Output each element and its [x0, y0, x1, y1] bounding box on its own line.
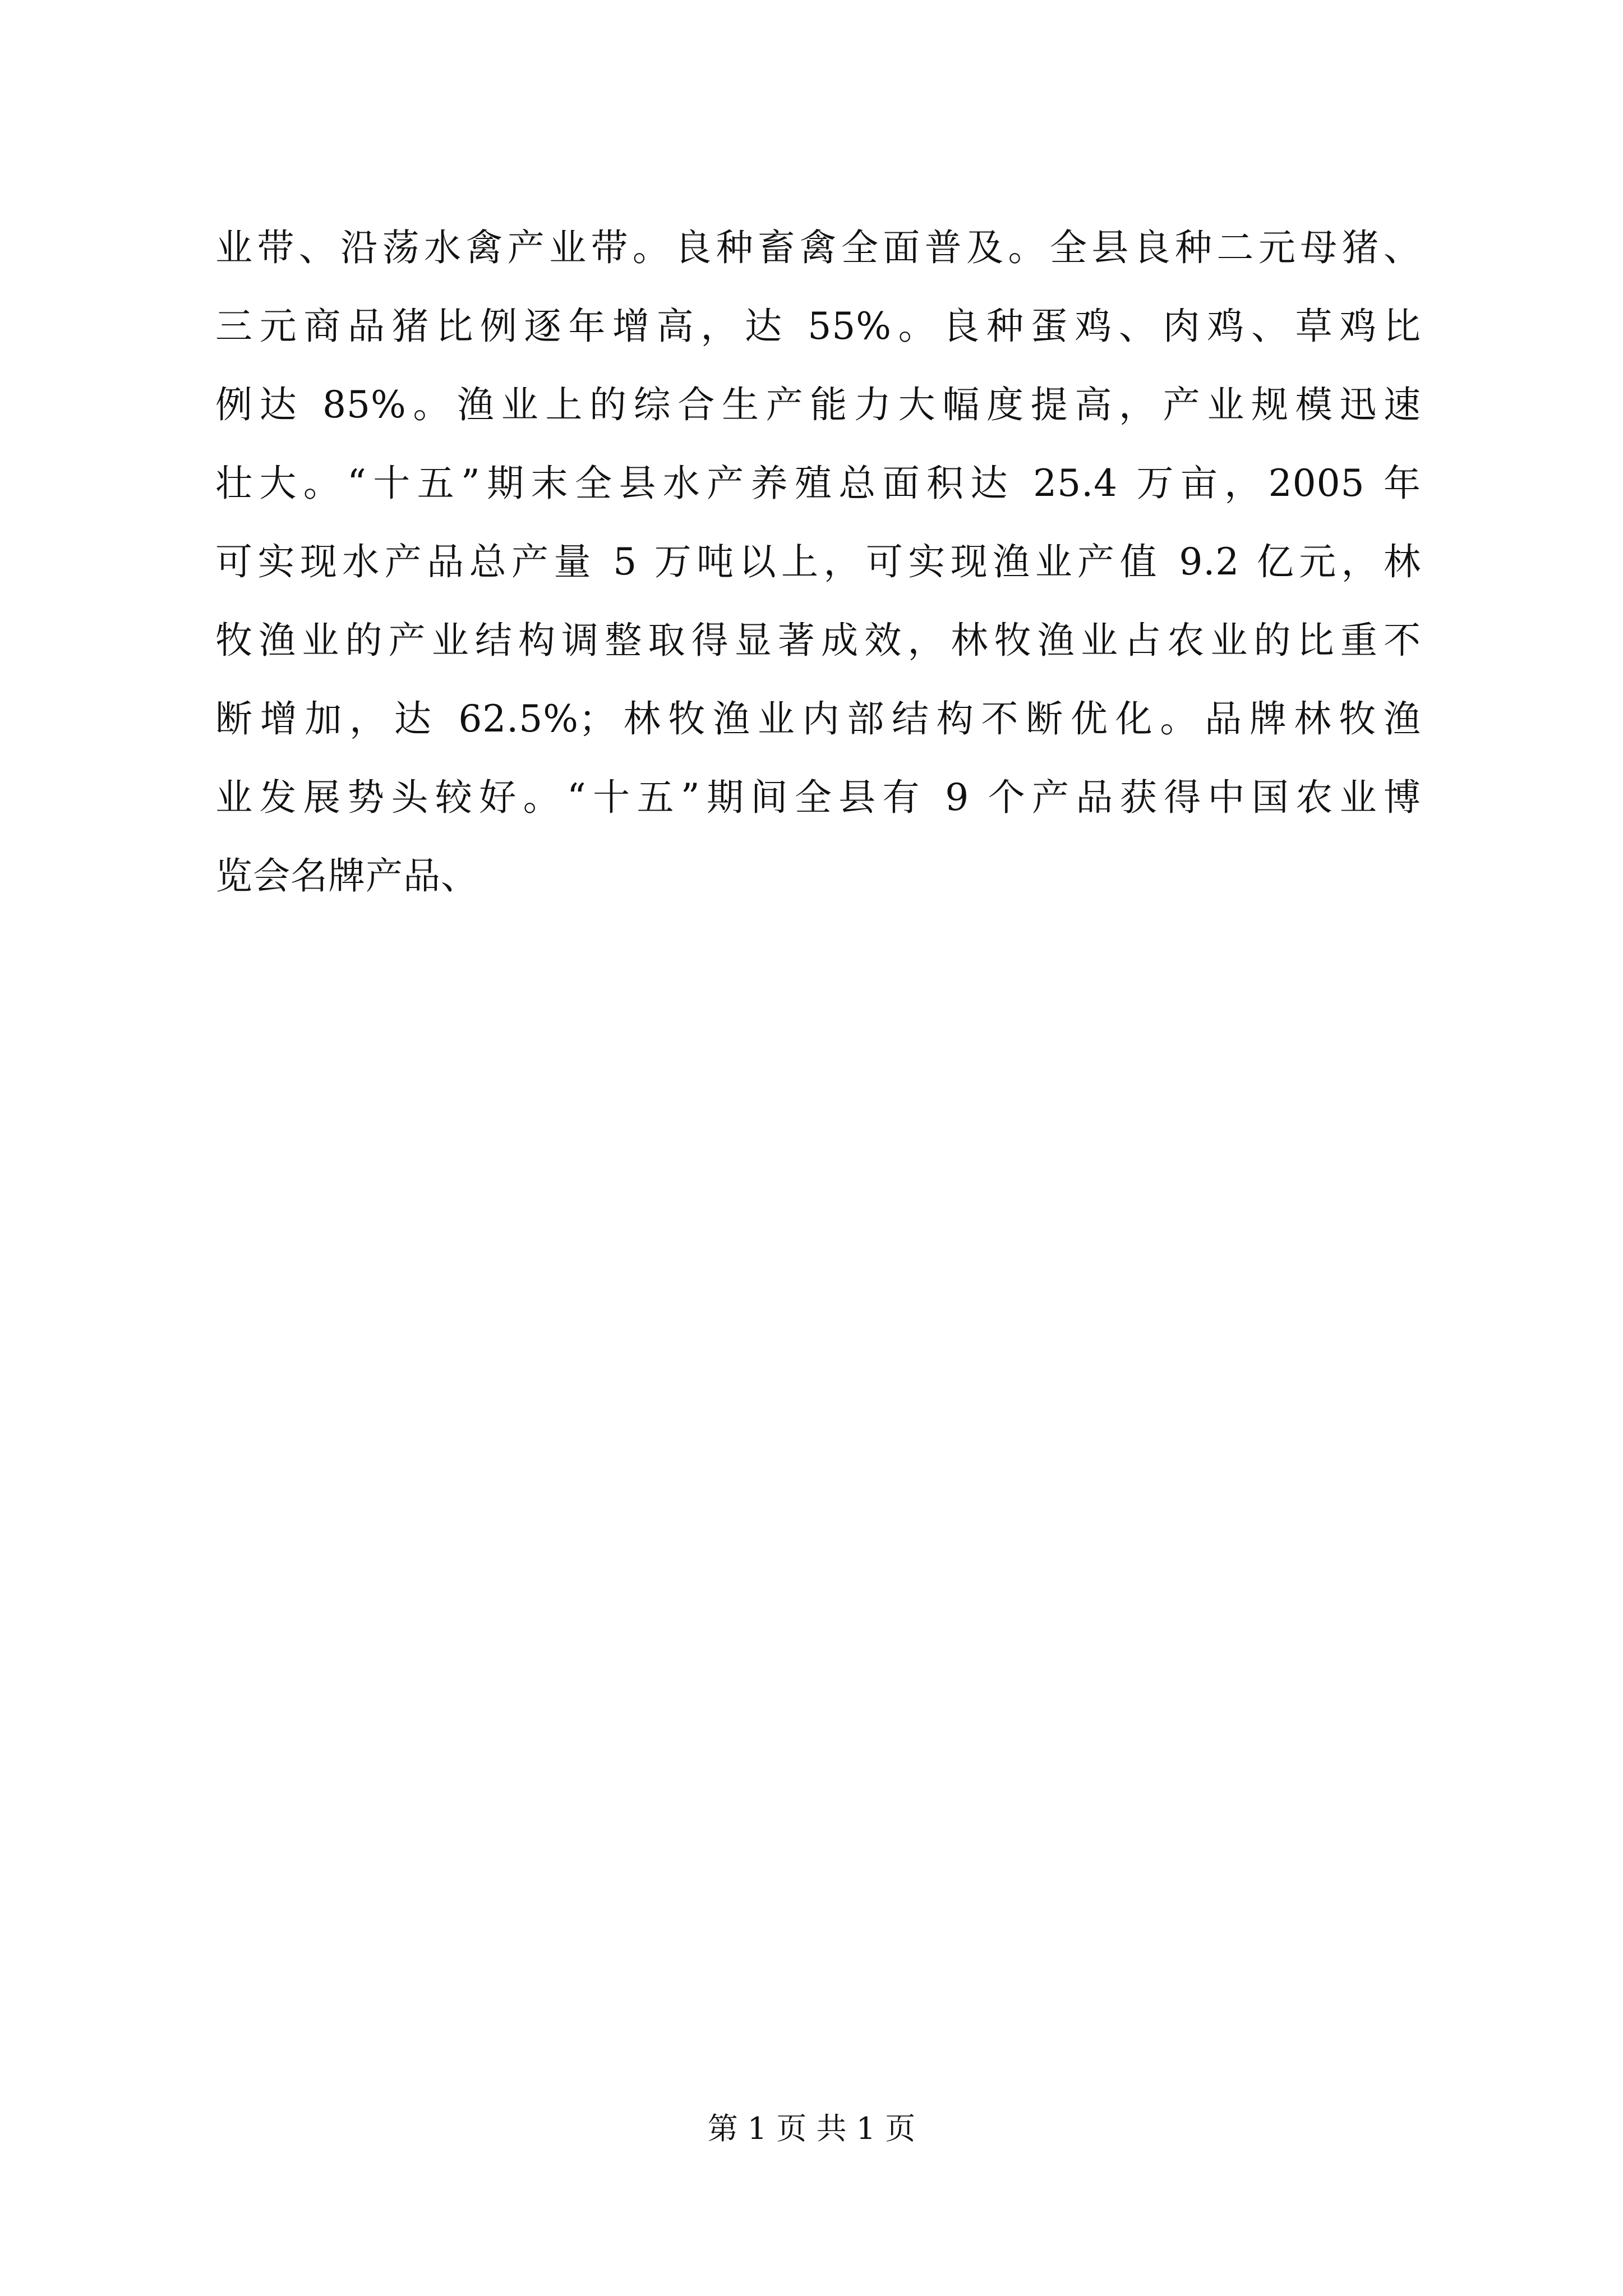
text-line: 例达 85%。渔业上的综合生产能力大幅度提高，产业规模迅速: [215, 383, 1421, 426]
text-line: 断增加，达 62.5%；林牧渔业内部结构不断优化。品牌林牧渔: [215, 697, 1421, 740]
text-line: 业发展势头较好。“十五”期间全县有 9 个产品获得中国农业博: [215, 776, 1421, 819]
text-line: 业带、沿荡水禽产业带。良种畜禽全面普及。全县良种二元母猪、: [215, 226, 1421, 269]
text-line: 壮大。“十五”期末全县水产养殖总面积达 25.4 万亩，2005 年: [215, 462, 1421, 505]
text-line: 览会名牌产品、: [215, 854, 478, 898]
body-paragraph: [215, 209, 1421, 915]
text-line: 可实现水产品总产量 5 万吨以上，可实现渔业产值 9.2 亿元，林: [215, 540, 1421, 583]
text-line: 三元商品猪比例逐年增高，达 55%。良种蛋鸡、肉鸡、草鸡比: [215, 305, 1421, 348]
text-line: 牧渔业的产业结构调整取得显著成效，林牧渔业占农业的比重不: [215, 619, 1421, 662]
page-footer: 第 1 页 共 1 页: [707, 2111, 916, 2146]
